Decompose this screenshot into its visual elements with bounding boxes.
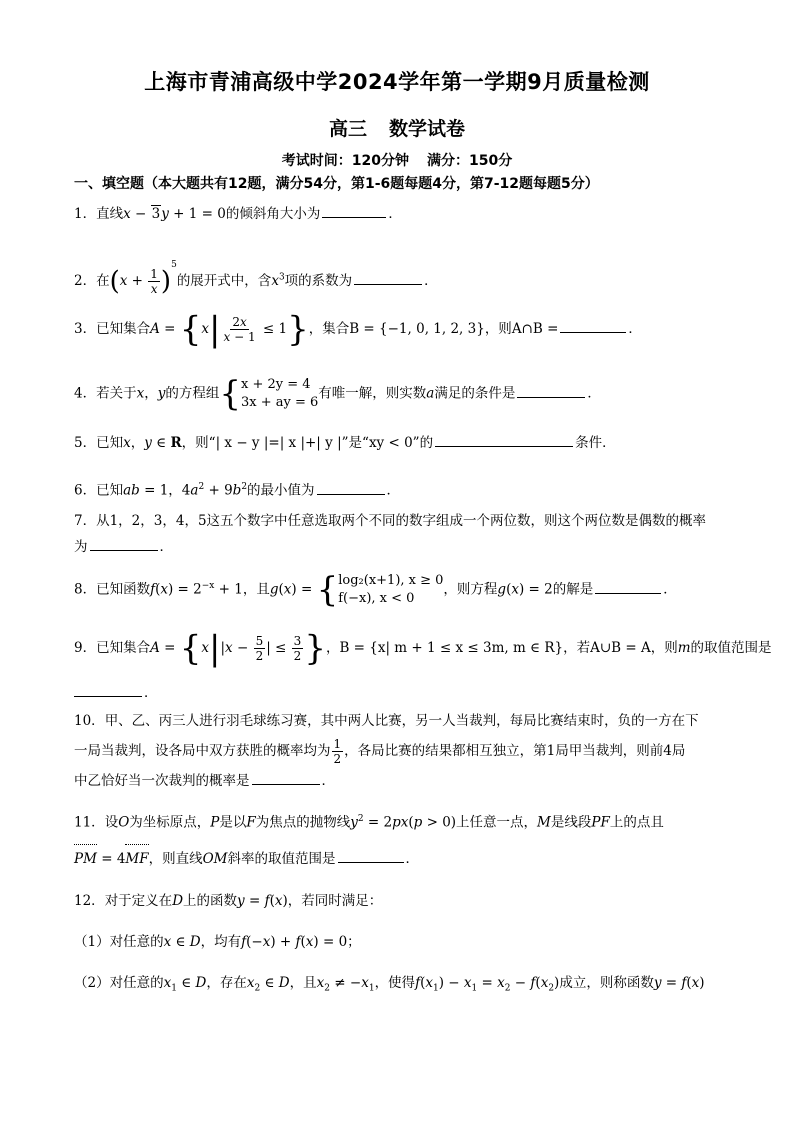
answer-blank[interactable] — [252, 770, 320, 785]
answer-blank[interactable] — [595, 579, 661, 594]
exam-time: 考试时间：120分钟 — [281, 153, 409, 169]
exam-score: 满分：150分 — [427, 153, 513, 169]
section-heading: 一、填空题（本大题共有12题，满分54分，第1-6题每题4分，第7-12题每题5分） — [74, 176, 599, 192]
exam-meta — [0, 150, 794, 170]
subject-label: 数学试卷 — [389, 118, 466, 140]
answer-blank[interactable] — [354, 270, 422, 285]
exam-title: 上海市青浦高级中学2024学年第一学期9月质量检测 — [144, 70, 650, 94]
grade-label: 高三 — [328, 118, 367, 140]
exam-subtitle — [0, 114, 794, 141]
question-4: 4．若关于x，y的方程组{ x + 2y = 4 3x + ay = 6 有唯一解，则实数a满足的条件是 ． — [74, 374, 601, 414]
question-11: 11．设O为坐标原点，P是以F为焦点的抛物线$y^2 = 2px(p > 0)$上任意一点，M是线段PF上的点且 — [74, 814, 664, 831]
question-2: 2．在(x + $\frac{1}{x}$ )$^5$的展开式中，含$x^3$项的系数为 ． — [74, 260, 438, 297]
question-12-cond1: （1）对任意的x ∈ D，均有f(−x) + f(x) = 0； — [74, 934, 361, 950]
question-6: 6．已知ab = 1，$4a^2 + 9b^2$的最小值为 ． — [74, 474, 724, 504]
question-9: 9．已知集合A = {x||x − $\frac{5}{2}$ | ≤ $\frac{3}{2}$ }，B = {x| m + 1 ≤ x ≤ 3m, m ∈ R}，若A∪B = A，则m的取值范围是 — [74, 628, 772, 669]
answer-blank[interactable] — [322, 203, 386, 218]
answer-blank[interactable] — [435, 432, 573, 447]
answer-blank[interactable] — [317, 480, 385, 495]
question-12: 12．对于定义在D上的函数y = f(x)，若同时满足： — [74, 893, 383, 909]
question-11-line2: PM = 4MF，则直线OM斜率的取值范围是 ． — [74, 846, 724, 872]
question-7: 7．从1，2，3，4，5这五个数字中任意选取两个不同的数字组成一个两位数，则这个两位数是偶数的概率 为 ． — [74, 513, 707, 555]
answer-blank[interactable] — [560, 318, 626, 333]
answer-blank[interactable] — [74, 682, 142, 697]
question-5: 5．已知x，y ∈ R，则“| x − y |=| x |+| y |”是“xy < 0”的 条件． — [74, 430, 724, 456]
answer-blank[interactable] — [90, 536, 158, 551]
question-8: 8．已知函数$f(x) = 2^{-x} + 1$，且g(x) = { log₂(x+1), x ≥ 0 f(−x), x < 0 ，则方程g(x) = 2的解是 ． — [74, 570, 677, 610]
question-1: 1．直线x − 3y + 1 = 0的倾斜角大小为 ． — [74, 201, 724, 227]
question-10: 10．甲、乙、丙三人进行羽毛球练习赛，其中两人比赛，另一人当裁判，每局比赛结束时，负的一方在下 一局当裁判，设各局中双方获胜的概率均为 $\frac{1}{2}$ ，各局比赛的结果都相互独立，第1局甲当裁判，则前4局 中乙恰好当一次裁判的概率是 ． — [74, 713, 699, 789]
answer-blank[interactable] — [517, 383, 585, 398]
question-9-blank-line: ． — [74, 680, 724, 706]
answer-blank[interactable] — [338, 848, 404, 863]
question-3: 3．已知集合A = {x| $\frac{2x}{x - 1}$ ≤ 1}，集合B = {−1, 0, 1, 2, 3}，则A∩B = ． — [74, 309, 642, 350]
question-12-cond2: （2）对任意的$x_1$ ∈ D，存在$x_2$ ∈ D，且$x_2 \ne -x_1$，使得$f(x_1) - x_1 = x_2 - f(x_2)$成立，则称函数y = f(x) — [74, 975, 705, 994]
